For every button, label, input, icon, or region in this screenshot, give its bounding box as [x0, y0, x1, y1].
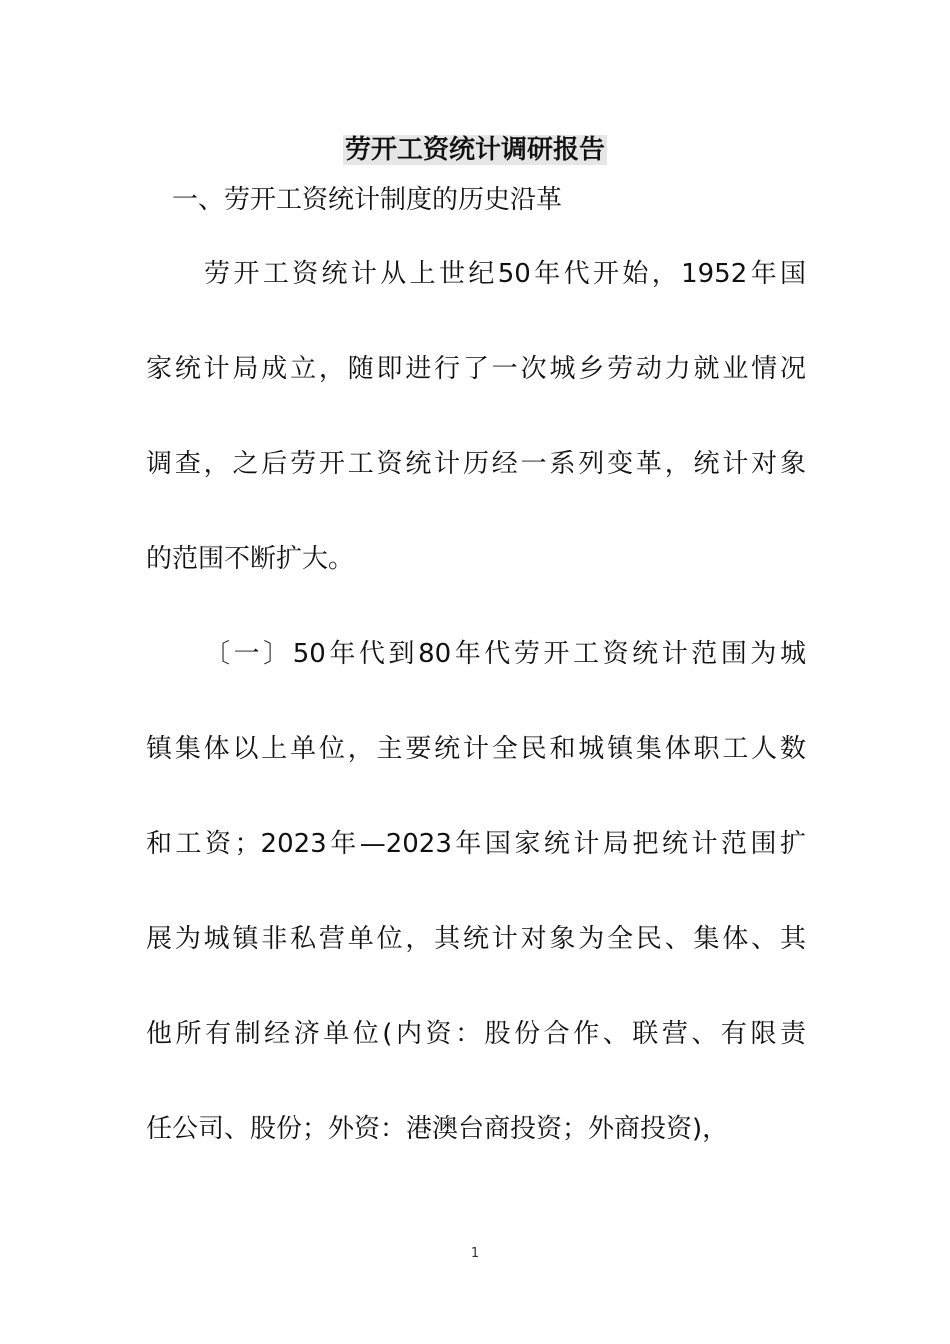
paragraph-line: 调查，之后劳开工资统计历经一系列变革，统计对象 [146, 449, 806, 479]
document-title-text: 劳开工资统计调研报告 [344, 135, 605, 165]
page-number: 1 [470, 1246, 480, 1261]
paragraph-line: 的范围不断扩大。 [146, 544, 355, 574]
document-title [0, 130, 950, 170]
paragraph-line: 家统计局成立，随即进行了一次城乡劳动力就业情况 [146, 354, 806, 384]
paragraph-line: 他所有制经济单位(内资：股份合作、联营、有限责 [146, 1019, 806, 1049]
paragraph-line: 〔一〕50年代到80年代劳开工资统计范围为城 [204, 639, 806, 669]
paragraph-2 [146, 634, 806, 1204]
paragraph-line: 任公司、股份；外资：港澳台商投资；外商投资)， [146, 1114, 729, 1144]
section-heading: 一、劳开工资统计制度的历史沿革 [172, 185, 563, 215]
paragraph-line: 和工资；2023年—2023年国家统计局把统计范围扩 [146, 829, 806, 859]
paragraph-line: 劳开工资统计从上世纪50年代开始，1952年国 [204, 259, 806, 289]
paragraph-1 [146, 254, 806, 634]
paragraph-line: 展为城镇非私营单位，其统计对象为全民、集体、其 [146, 924, 806, 954]
paragraph-line: 镇集体以上单位，主要统计全民和城镇集体职工人数 [146, 734, 806, 764]
